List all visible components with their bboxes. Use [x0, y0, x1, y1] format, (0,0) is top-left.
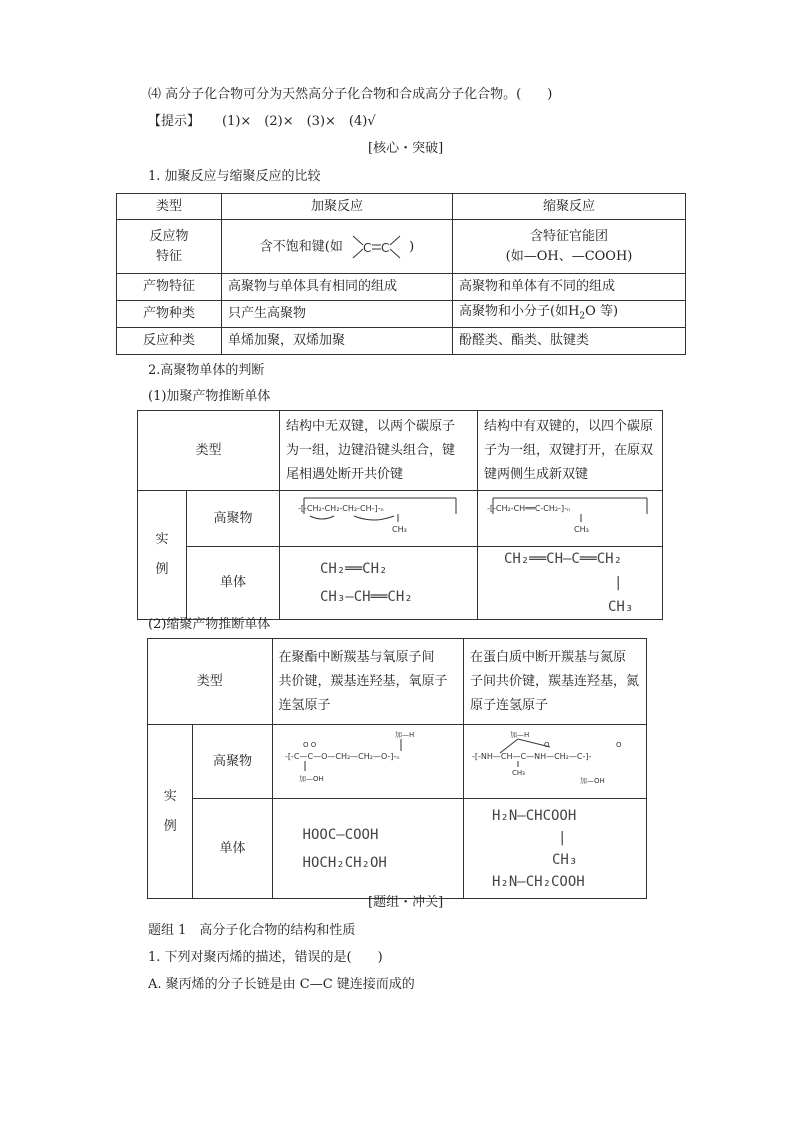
svg-text:加—H: 加—H	[510, 730, 530, 739]
t2-example-label: 实 例	[138, 491, 187, 620]
t3-type-label: 类型	[148, 639, 273, 725]
polymer-structure-image	[470, 727, 640, 787]
row-kind-condensation: 高聚物和小分子(如$H_2O$ 等)	[453, 301, 686, 328]
t3-polyester-rule: 在聚酯中断羰基与氧原子间 共价键，羰基连羟基，氧原子 连氢原子	[272, 639, 463, 725]
c-double-bond-icon	[347, 232, 405, 262]
question-4-text: ⑷ 高分子化合物可分为天然高分子化合物和合成高分子化合物。( )	[148, 87, 553, 102]
row-reaction-condensation: 酚醛类、酯类、肽键类	[453, 328, 686, 355]
core-heading: [核心・突破]	[368, 141, 444, 156]
question-1-text: 1. 下列对聚丙烯的描述，错误的是( )	[148, 950, 383, 965]
polymer-structure-image	[485, 492, 655, 536]
row-product-addition: 高聚物与单体具有相同的组成	[222, 274, 453, 301]
row-reaction-addition: 单烯加聚，双烯加聚	[222, 328, 453, 355]
t2-monomer-2: CH₂══CH—C══CH₂ | CH₃	[478, 547, 663, 620]
t3-protein-rule: 在蛋白质中断开羰基与氮原 子间共价键，羰基连羟基，氮 原子连氢原子	[464, 639, 647, 725]
svg-text:-[-NH—CH—C—NH—CH₂—C-]-: -[-NH—CH—C—NH—CH₂—C-]-	[472, 751, 592, 761]
addition-monomer-table	[137, 410, 663, 620]
header-condensation: 缩聚反应	[453, 194, 686, 220]
row-reaction-label: 反应种类	[117, 328, 222, 355]
t2-type-label: 类型	[138, 411, 280, 491]
section-1-title: 1. 加聚反应与缩聚反应的比较	[148, 169, 321, 184]
t2-polymer-structure-2	[478, 491, 663, 547]
t3-polymer-label: 高聚物	[193, 725, 272, 799]
row-reactant-label: 反应物 特征	[117, 220, 222, 274]
t2-diene-rule: 结构中有双键的，以四个碳原 子为一组，双键打开，在原双 键两侧生成新双键	[478, 411, 663, 491]
subsection-2-title: (2)缩聚产物推断单体	[148, 617, 271, 632]
t3-example-label: 实 例	[148, 725, 193, 899]
svg-text:O: O	[544, 740, 550, 749]
svg-text:O: O	[616, 740, 622, 749]
header-addition: 加聚反应	[222, 194, 453, 220]
svg-text:CH₃: CH₃	[574, 524, 589, 534]
row-reactant-condensation: 含特征官能团 (如—OH、—COOH)	[453, 220, 686, 274]
svg-text:-[-C—C—O—CH₂—CH₂—O-]-ₙ: -[-C—C—O—CH₂—CH₂—O-]-ₙ	[284, 751, 400, 761]
condensation-monomer-table	[147, 638, 647, 899]
svg-text:CH₃: CH₃	[391, 524, 407, 534]
hint-answers: (1)× (2)× (3)× (4)√	[222, 114, 376, 129]
t2-monomer-1: CH₂══CH₂ CH₃—CH══CH₂	[280, 547, 478, 620]
svg-text:加—OH: 加—OH	[580, 776, 605, 785]
t3-polymer-structure-2	[464, 725, 647, 799]
group-1-title: 题组 1 高分子化合物的结构和性质	[148, 923, 356, 938]
polymer-structure-image	[294, 492, 464, 536]
svg-text:C: C	[381, 240, 390, 255]
row-product-condensation: 高聚物和单体有不同的组成	[453, 274, 686, 301]
section-2-title: 2.高聚物单体的判断	[148, 363, 265, 378]
svg-text:-[-CH₂-CH₂-CH₂-CH-]-ₙ: -[-CH₂-CH₂-CH₂-CH-]-ₙ	[297, 503, 384, 513]
polymer-structure-image	[283, 727, 453, 787]
row-kind-label: 产物种类	[117, 301, 222, 328]
svg-text:C: C	[363, 240, 372, 255]
svg-text:-[-CH₂-CH══C-CH₂-]-ₙ: -[-CH₂-CH══C-CH₂-]-ₙ	[487, 503, 571, 513]
svg-text:加—H: 加—H	[394, 730, 415, 739]
comparison-table	[116, 193, 686, 355]
t2-addition-rule: 结构中无双键，以两个碳原子 为一组，边键沿键头组合，键 尾相遇处断开共价键	[280, 411, 478, 491]
row-reactant-addition: 含不饱和键(如 C C )	[222, 220, 453, 274]
option-a-text: A. 聚丙烯的分子长链是由 C—C 键连接而成的	[148, 977, 415, 992]
subsection-1-title: (1)加聚产物推断单体	[148, 389, 271, 404]
hint-label: 【提示】	[148, 114, 201, 129]
t3-monomer-2: H₂N—CHCOOH | CH₃ H₂N—CH₂COOH	[464, 799, 647, 899]
group-heading: [题组・冲关]	[368, 895, 444, 910]
row-kind-addition: 只产生高聚物	[222, 301, 453, 328]
svg-text:加—OH: 加—OH	[298, 774, 324, 783]
t2-monomer-label: 单体	[187, 547, 280, 620]
svg-text:O O: O O	[302, 740, 317, 749]
svg-text:CH₃: CH₃	[512, 768, 525, 777]
t3-polymer-structure-1	[272, 725, 463, 799]
t2-polymer-label: 高聚物	[187, 491, 280, 547]
t3-monomer-1: HOOC—COOH HOCH₂CH₂OH	[272, 799, 463, 899]
t2-polymer-structure-1	[280, 491, 478, 547]
header-type: 类型	[117, 194, 222, 220]
row-product-label: 产物特征	[117, 274, 222, 301]
t3-monomer-label: 单体	[193, 799, 272, 899]
